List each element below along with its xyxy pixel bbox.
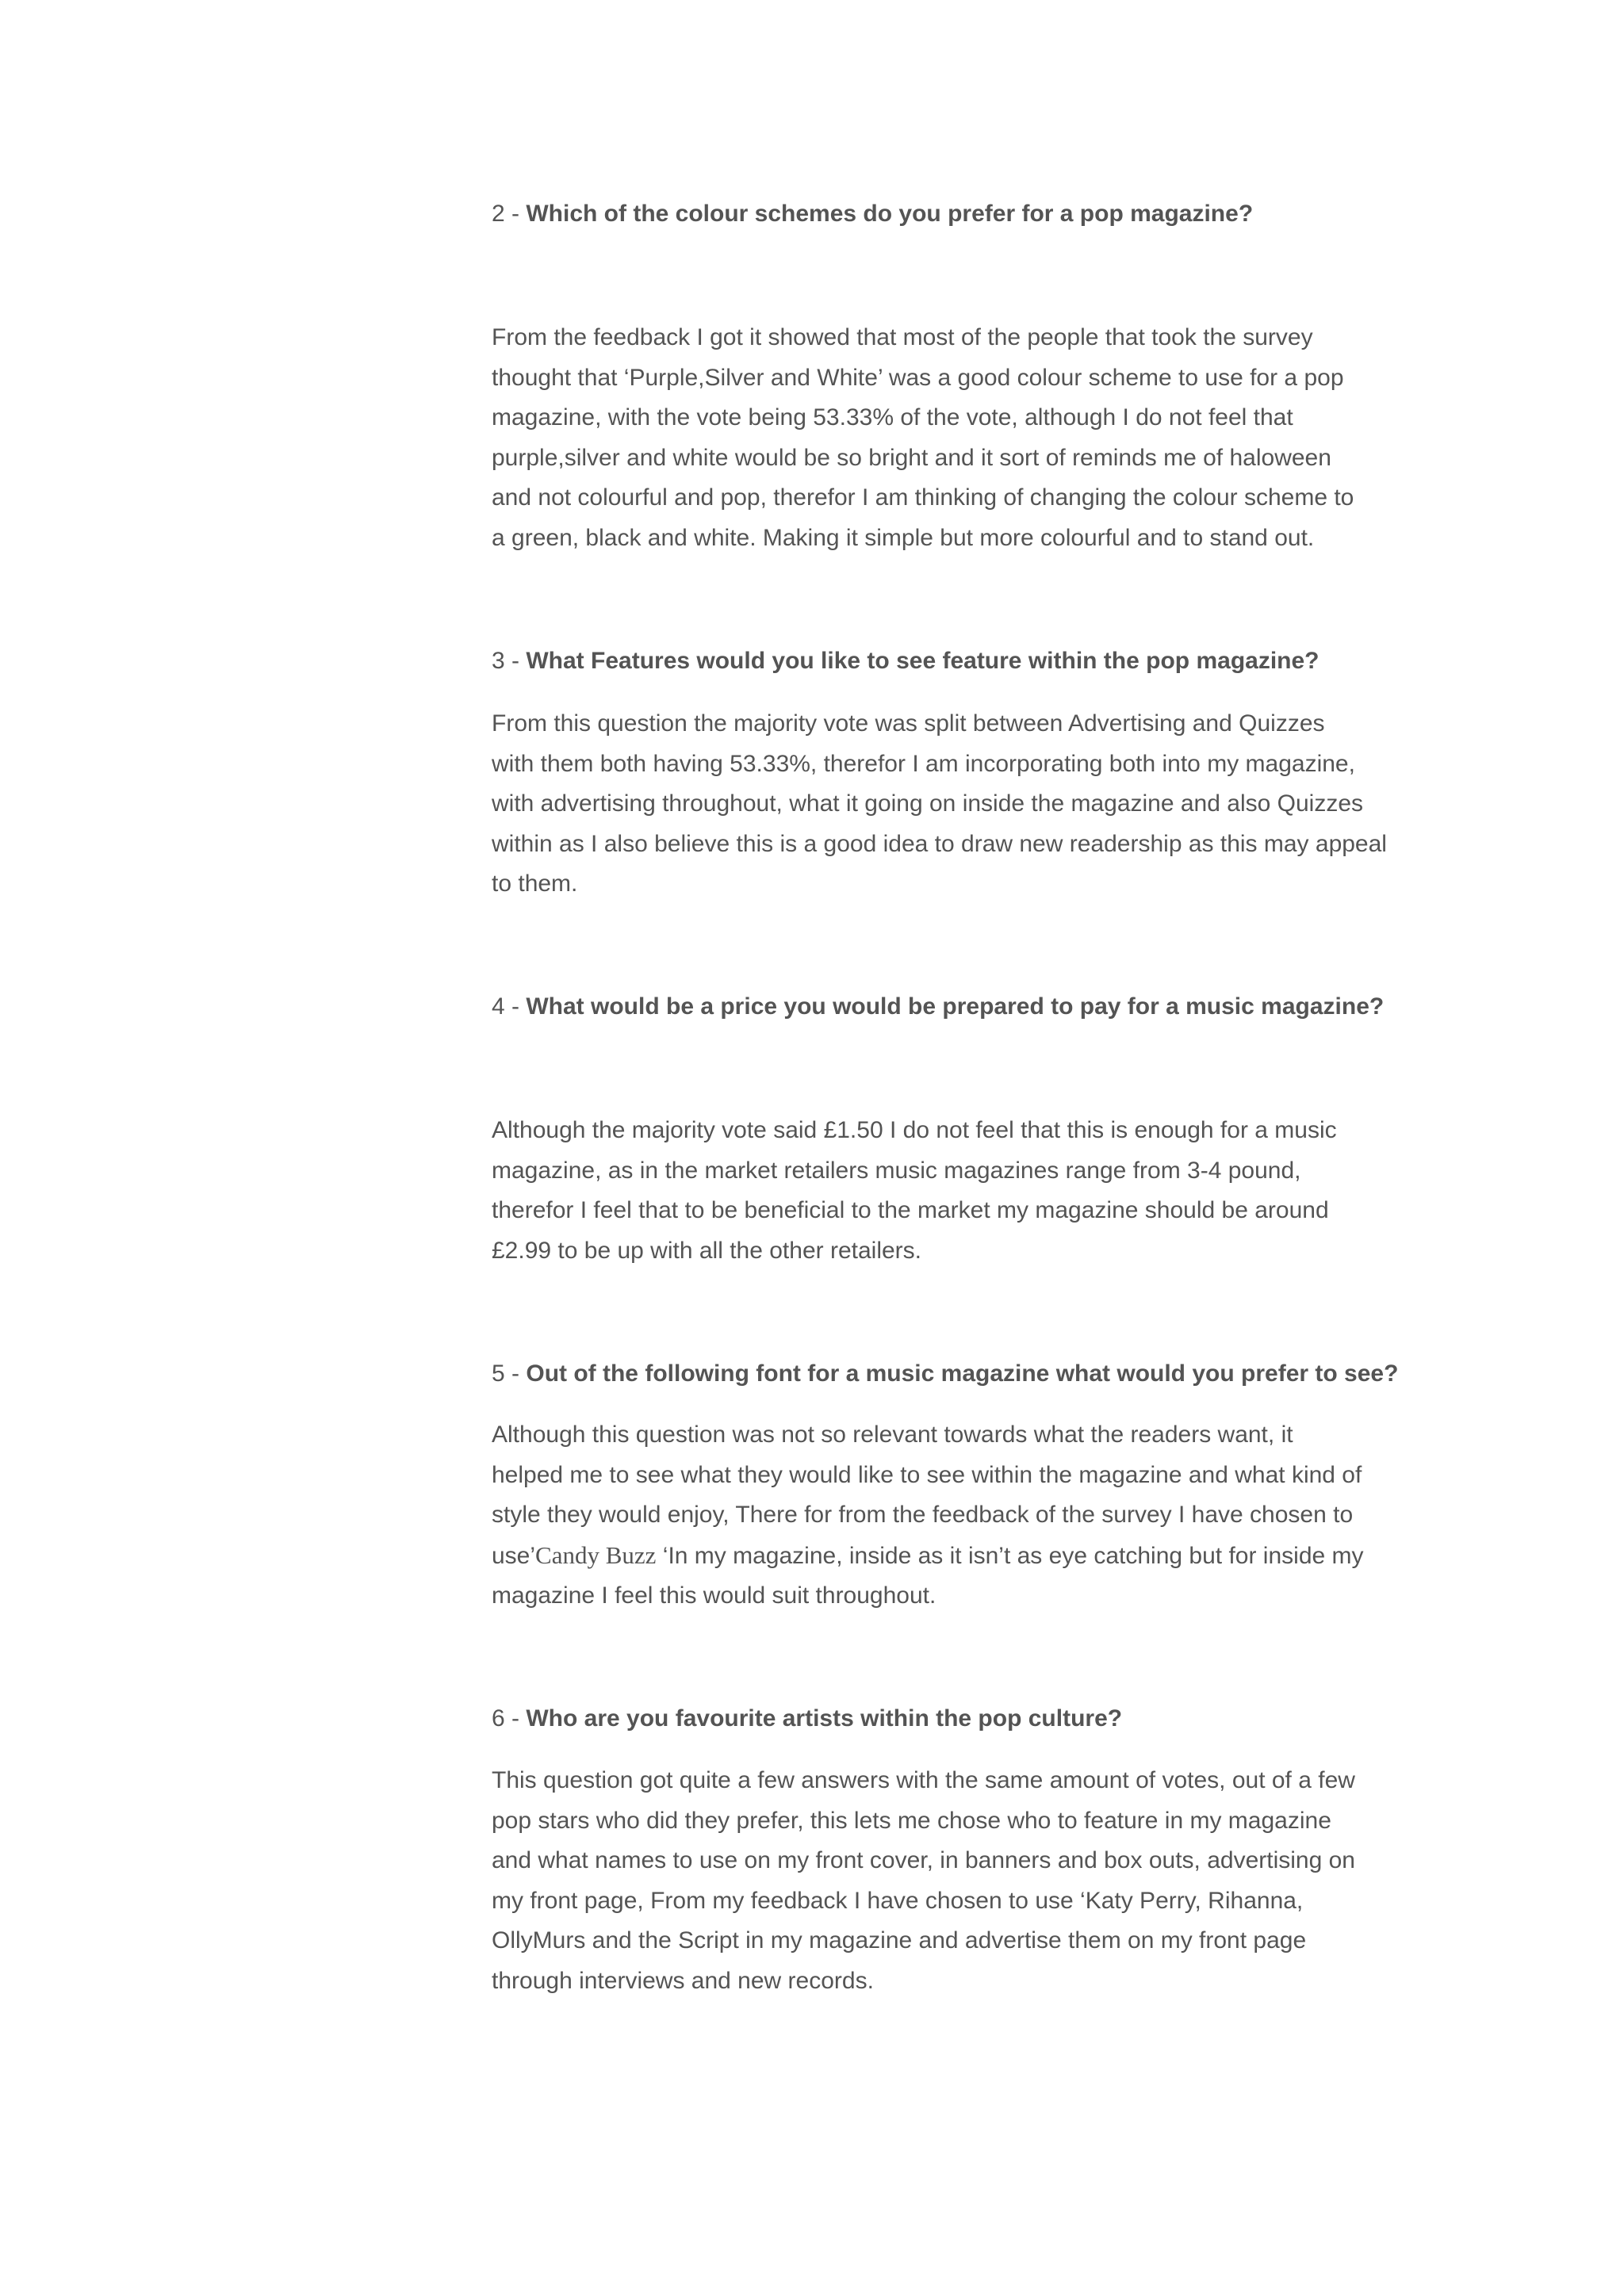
question-number: 4 -	[492, 993, 527, 1020]
paragraph-line	[492, 1536, 1443, 1577]
question-text: What Features would you like to see feature within the pop magazine?	[526, 648, 1320, 674]
paragraph-line: style they would enjoy, There for from the feedback of the survey I have chosen to	[492, 1502, 1354, 1528]
answer-paragraph-4	[492, 1111, 1443, 1271]
answer-paragraph-5	[492, 1415, 1443, 1617]
paragraph-line: helped me to see what they would like to see within the magazine and what kind of	[492, 1461, 1362, 1488]
paragraph-line: my front page, From my feedback I have chosen to use ‘Katy Perry, Rihanna,	[492, 1887, 1304, 1914]
paragraph-line: From this question the majority vote was split between Advertising and Quizzes	[492, 710, 1325, 737]
question-text: Which of the colour schemes do you prefer for a pop magazine?	[526, 201, 1254, 227]
question-number: 5 -	[492, 1360, 527, 1387]
paragraph-line: to them.	[492, 871, 578, 897]
paragraph-line: Although this question was not so relevant towards what the readers want, it	[492, 1422, 1293, 1448]
question-text: Out of the following font for a music magazine what would you prefer to see?	[526, 1360, 1399, 1387]
question-text: What would be a price you would be prepared to pay for a music magazine?	[526, 993, 1385, 1020]
paragraph-line: magazine I feel this would suit throughout.	[492, 1582, 936, 1609]
paragraph-line: with them both having 53.33%, therefor I am incorporating both into my magazine,	[492, 750, 1355, 777]
paragraph-line: and not colourful and pop, therefor I am thinking of changing the colour scheme to	[492, 484, 1354, 511]
paragraph-line: purple,silver and white would be so bright and it sort of reminds me of haloween	[492, 444, 1331, 471]
question-text: Who are you favourite artists within the pop culture?	[526, 1705, 1123, 1732]
paragraph-line: pop stars who did they prefer, this lets me chose who to feature in my magazine	[492, 1807, 1331, 1834]
font-name-sample: Candy Buzz	[535, 1540, 657, 1569]
paragraph-line: £2.99 to be up with all the other retailers.	[492, 1237, 921, 1264]
paragraph-line: magazine, with the vote being 53.33% of the vote, although I do not feel that	[492, 404, 1293, 430]
paragraph-text: use’	[492, 1542, 536, 1569]
paragraph-line: thought that ‘Purple,Silver and White’ was a good colour scheme to use for a pop	[492, 364, 1344, 391]
question-number: 6 -	[492, 1705, 527, 1732]
paragraph-line: with advertising throughout, what it going on inside the magazine and also Quizzes	[492, 790, 1363, 817]
paragraph-line: OllyMurs and the Script in my magazine and advertise them on my front page	[492, 1927, 1307, 1954]
paragraph-line: therefor I feel that to be beneficial to the market my magazine should be around	[492, 1197, 1329, 1223]
paragraph-line: and what names to use on my front cover, in banners and box outs, advertising on	[492, 1847, 1355, 1873]
paragraph-line: a green, black and white. Making it simple but more colourful and to stand out.	[492, 524, 1315, 551]
question-heading-2	[492, 194, 1253, 234]
question-heading-4	[492, 987, 1384, 1027]
paragraph-line: This question got quite a few answers with the same amount of votes, out of a few	[492, 1767, 1355, 1793]
paragraph-line: through interviews and new records.	[492, 1967, 874, 1994]
paragraph-line: within as I also believe this is a good idea to draw new readership as this may appeal	[492, 830, 1387, 857]
question-number: 3 -	[492, 648, 527, 674]
paragraph-text: ‘In my magazine, inside as it isn’t as eye catching but for inside my	[656, 1542, 1364, 1569]
paragraph-line: Although the majority vote said £1.50 I do not feel that this is enough for a music	[492, 1117, 1337, 1143]
question-number: 2 -	[492, 201, 527, 227]
question-heading-3	[492, 641, 1320, 681]
question-heading-6	[492, 1699, 1122, 1739]
question-heading-5	[492, 1354, 1398, 1394]
answer-paragraph-2	[492, 318, 1443, 558]
paragraph-line: From the feedback I got it showed that most of the people that took the survey	[492, 324, 1313, 350]
paragraph-line: magazine, as in the market retailers music magazines range from 3-4 pound,	[492, 1157, 1301, 1184]
answer-paragraph-3	[492, 704, 1443, 905]
answer-paragraph-6	[492, 1761, 1443, 2001]
